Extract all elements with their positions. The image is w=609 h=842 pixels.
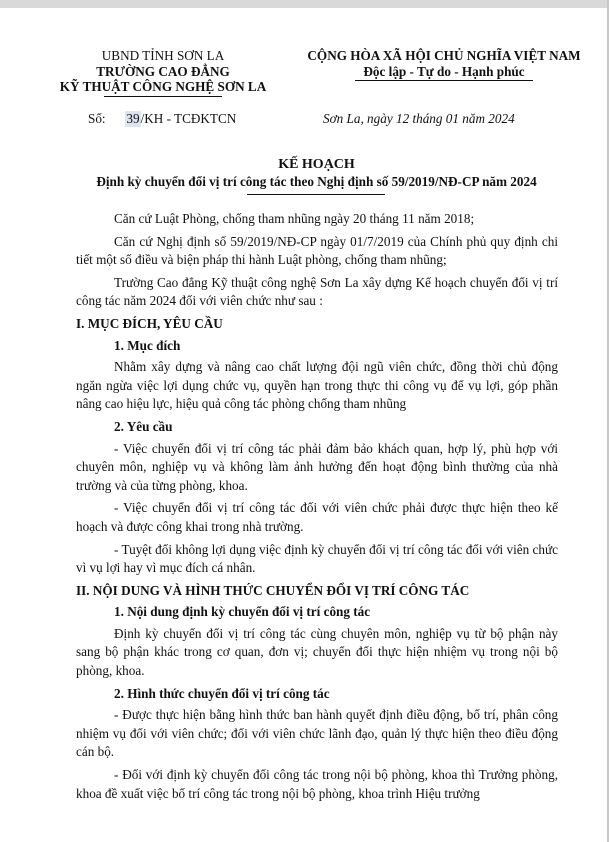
- doc-number-suffix: /KH - TCĐKTCN: [140, 111, 237, 126]
- subsection-heading: 2. Yêu cầu: [114, 418, 173, 434]
- national-header-block: [296, 48, 592, 81]
- issuer-underline: [104, 96, 222, 97]
- subtitle-underline: [247, 194, 385, 195]
- paragraph: Căn cứ Luật Phòng, chống tham nhũng ngày 20 tháng 11 năm 2018;: [114, 211, 475, 226]
- paragraph: Định kỳ chuyển đổi vị trí công tác cùng chuyên môn, nghiệp vụ từ bộ phận này sang bộ phận khác trong cơ quan, đơn vị; chuyển đổi thực hiện nhiệm vụ trong nội bộ phòng, khoa.: [76, 625, 558, 679]
- paragraph: - Được thực hiện bằng hình thức ban hành quyết định điều động, bố trí, phân công nhiệm vụ đối với viên chức; đối với viên chức lãnh đạo, quản lý thực hiện theo điều động cán bộ.: [76, 707, 558, 760]
- paragraph: - Tuyệt đối không lợi dụng việc định kỳ chuyển đổi vị trí công tác đối với viên chức vì vụ lợi hay vì mục đích cá nhân.: [76, 541, 558, 576]
- school-name-line2: KỸ THUẬT CÔNG NGHỆ SƠN LA: [59, 79, 267, 94]
- motto-underline: [355, 80, 533, 81]
- subsection-heading: 1. Mục đích: [114, 337, 181, 353]
- document-title: KẾ HOẠCH: [278, 157, 355, 172]
- section-heading: II. NỘI DUNG VÀ HÌNH THỨC CHUYỂN ĐỔI VỊ TRÍ CÔNG TÁC: [76, 582, 470, 598]
- paragraph: Trường Cao đẳng Kỹ thuật công nghệ Sơn La xây dựng Kế hoạch chuyển đổi vị trí công tác năm 2024 đối với viên chức như sau :: [76, 274, 558, 309]
- subsection-heading: 2. Hình thức chuyển đổi vị trí công tác: [114, 685, 330, 701]
- paragraph: - Việc chuyển đổi vị trí công tác phải đảm bảo khách quan, hợp lý, phù hợp với chuyên môn, nghiệp vụ và không làm ảnh hưởng đến hoạt động bình thường của nhà trường và của từng phòng, khoa.: [76, 440, 558, 493]
- paragraph: - Việc chuyển đổi vị trí công tác đối với viên chức phải được thực hiện theo kế hoạch và được công khai trong nhà trường.: [76, 500, 558, 534]
- doc-number-label: Số:: [88, 111, 106, 126]
- paragraph: Căn cứ Nghị định số 59/2019/NĐ-CP ngày 01/7/2019 của Chính phủ quy định chi tiết một số điều và biện pháp thi hành Luật phòng, chống tham nhũng;: [76, 233, 558, 268]
- agency-name: UBND TỈNH SƠN LA: [101, 48, 225, 63]
- document-body: [76, 210, 558, 807]
- doc-number-value[interactable]: 39: [126, 111, 140, 126]
- document-number: [88, 111, 236, 127]
- document-page: [0, 8, 607, 842]
- viewer-top-bar: [0, 0, 609, 8]
- paragraph: - Đối với định kỳ chuyển đổi công tác trong nội bộ phòng, khoa thì Trưởng phòng, khoa đề xuất việc bố trí công tác trong nội bộ phòng, khoa trình Hiệu trưởng: [76, 767, 558, 801]
- national-title: CỘNG HÒA XÃ HỘI CHỦ NGHĨA VIỆT NAM: [307, 48, 581, 63]
- section-heading: I. MỤC ĐÍCH, YÊU CẦU: [76, 315, 223, 331]
- national-motto: Độc lập - Tự do - Hạnh phúc: [363, 63, 525, 79]
- document-subtitle: Định kỳ chuyển đổi vị trí công tác theo Nghị định số 59/2019/NĐ-CP năm 2024: [96, 174, 537, 189]
- school-name-line1: TRƯỜNG CAO ĐẲNG: [96, 63, 230, 79]
- subsection-heading: 1. Nội dung định kỳ chuyển đổi vị trí công tác: [114, 604, 371, 620]
- paragraph: Nhằm xây dựng và nâng cao chất lượng đội ngũ viên chức, đồng thời chủ động ngăn ngừa việc lợi dụng chức vụ, quyền hạn trong thực thi công vụ để vụ lợi, góp phần nâng cao hiệu lực, hiệu quả công tác phòng chống tham nhũng: [76, 359, 558, 412]
- date-line: Sơn La, ngày 12 tháng 01 năm 2024: [323, 111, 515, 126]
- issuer-block: [48, 48, 278, 97]
